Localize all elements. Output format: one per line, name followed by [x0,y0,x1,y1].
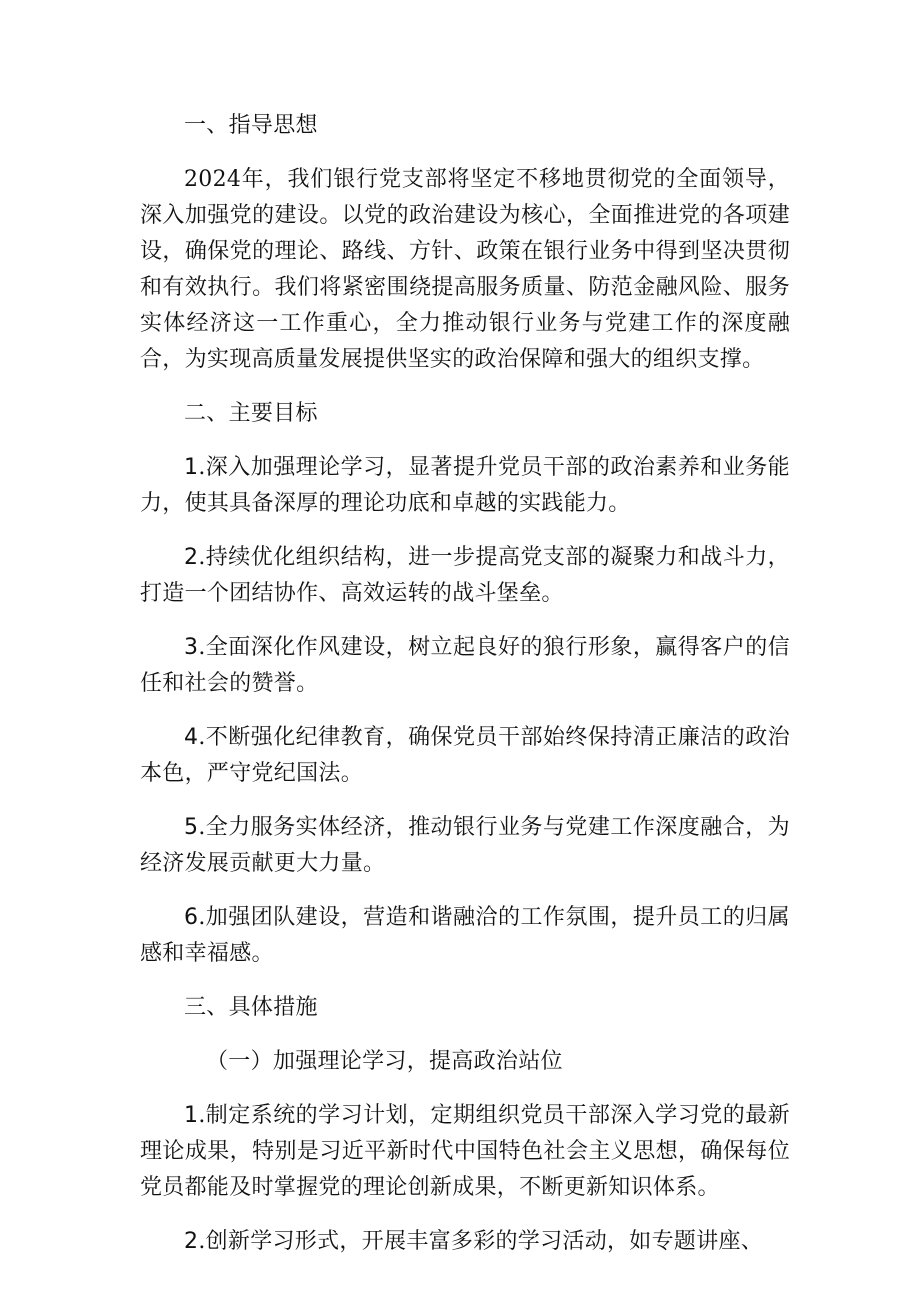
list-item-number: 6 [184,905,199,930]
list-item-number: 2 [184,545,199,570]
list-item-number: 3 [184,635,199,660]
list-item [140,1224,790,1260]
document-page [140,108,790,1278]
section-heading: 二、主要目标 [184,401,318,426]
section-heading: 一、指导思想 [184,113,318,138]
list-item-number: 1 [184,455,199,480]
subsection-heading: （一）加强理论学习，提高政治站位 [206,1049,563,1074]
list-item [140,630,790,702]
list-item-text: .创新学习形式，开展丰富多彩的学习活动，如专题讲座、 [198,1229,764,1254]
list-item-text: .持续优化组织结构，进一步提高党支部的凝聚力和战斗力，打造一个团结协作、高效运转的战斗堡垒。 [140,545,790,606]
list-item-number: 2 [184,1229,199,1254]
list-item-text: .深入加强理论学习，显著提升党员干部的政治素养和业务能力，使其具备深厚的理论功底和卓越的实践能力。 [140,455,790,516]
list-item-text: .制定系统的学习计划，定期组织党员干部深入学习党的最新理论成果，特别是习近平新时代中国特色社会主义思想，确保每位党员都能及时掌握党的理论创新成果，不断更新知识体系。 [140,1103,790,1200]
list-item [140,720,790,792]
list-item [140,810,790,882]
list-item-number: 4 [184,725,199,750]
list-item-number: 5 [184,815,199,840]
list-item [140,1098,790,1206]
list-item-number: 1 [184,1103,199,1128]
list-item-text: .全面深化作风建设，树立起良好的狼行形象，赢得客户的信任和社会的赞誉。 [140,635,790,696]
list-item-text: .全力服务实体经济，推动银行业务与党建工作深度融合，为经济发展贡献更大力量。 [140,815,790,876]
section-heading: 三、具体措施 [184,995,318,1020]
list-item-text: .加强团队建设，营造和谐融洽的工作氛围，提升员工的归属感和幸福感。 [140,905,790,966]
list-item [140,540,790,612]
list-item [140,900,790,972]
list-item-text: .不断强化纪律教育，确保党员干部始终保持清正廉洁的政治本色，严守党纪国法。 [140,725,790,786]
body-paragraph: 2024年，我们银行党支部将坚定不移地贯彻党的全面领导，深入加强党的建设。以党的政治建设为核心，全面推进党的各项建设，确保党的理论、路线、方针、政策在银行业务中得到坚决贯彻和有效执行。我们将紧密围绕提高服务质量、防范金融风险、服务实体经济这一工作重心，全力推动银行业务与党建工作的深度融合，为实现高质量发展提供坚实的政治保障和强大的组织支撑。 [140,167,790,372]
list-item [140,450,790,522]
